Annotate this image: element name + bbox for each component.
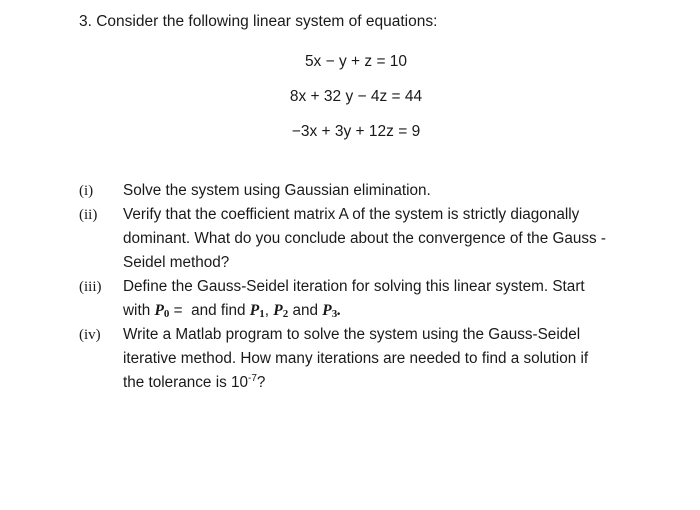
equation-2: 8x + 32 y − 4z = 44: [289, 88, 423, 105]
question-title: 3. Consider the following linear system of equations:: [79, 13, 438, 30]
text-with: with: [123, 302, 151, 319]
sub-question-iv: [79, 323, 649, 395]
sub-question-text: [123, 323, 649, 395]
text-line: dominant. What do you conclude about the convergence of the Gauss -: [123, 230, 607, 247]
sub-question-label: (i): [79, 183, 94, 199]
text-line: Solve the system using Gaussian elimination.: [123, 182, 431, 199]
text-comma: ,: [264, 302, 274, 319]
text-and: and: [288, 302, 323, 319]
sub-question-label: (ii): [79, 207, 98, 223]
text-line: [123, 299, 649, 323]
point-p3: $P_3$.: [322, 302, 342, 320]
sub-question-i: [79, 179, 649, 203]
tolerance-text: the tolerance is 10: [123, 374, 249, 391]
equation-3: −3x + 3y + 12z = 9: [291, 123, 421, 140]
sub-question-list: [79, 179, 649, 395]
text-eq-find: = and find: [169, 302, 250, 319]
text-line: Define the Gauss-Seidel iteration for solving this linear system. Start: [123, 278, 585, 295]
sub-question-text: [123, 275, 649, 323]
text-line: Seidel method?: [123, 254, 230, 271]
point-p0: $P_0$: [154, 302, 170, 320]
sub-question-iii: [79, 275, 649, 323]
point-p2: $P_2$: [273, 302, 289, 320]
text-line: Verify that the coefficient matrix A of the system is strictly diagonally: [123, 206, 580, 223]
sub-question-text: [123, 203, 649, 275]
point-p1: $P_1$: [249, 302, 265, 320]
text-line: iterative method. How many iterations are needed to find a solution if: [123, 350, 589, 367]
tolerance-exponent: -7: [248, 373, 257, 384]
sub-question-label: (iii): [79, 279, 102, 295]
text-line: Write a Matlab program to solve the system using the Gauss-Seidel: [123, 326, 581, 343]
sub-question-label: (iv): [79, 327, 101, 343]
question-mark: ?: [256, 374, 266, 391]
equation-1: 5x − y + z = 10: [304, 53, 408, 70]
text-line: [123, 371, 649, 395]
sub-question-ii: [79, 203, 649, 275]
sub-question-text: [123, 179, 649, 203]
